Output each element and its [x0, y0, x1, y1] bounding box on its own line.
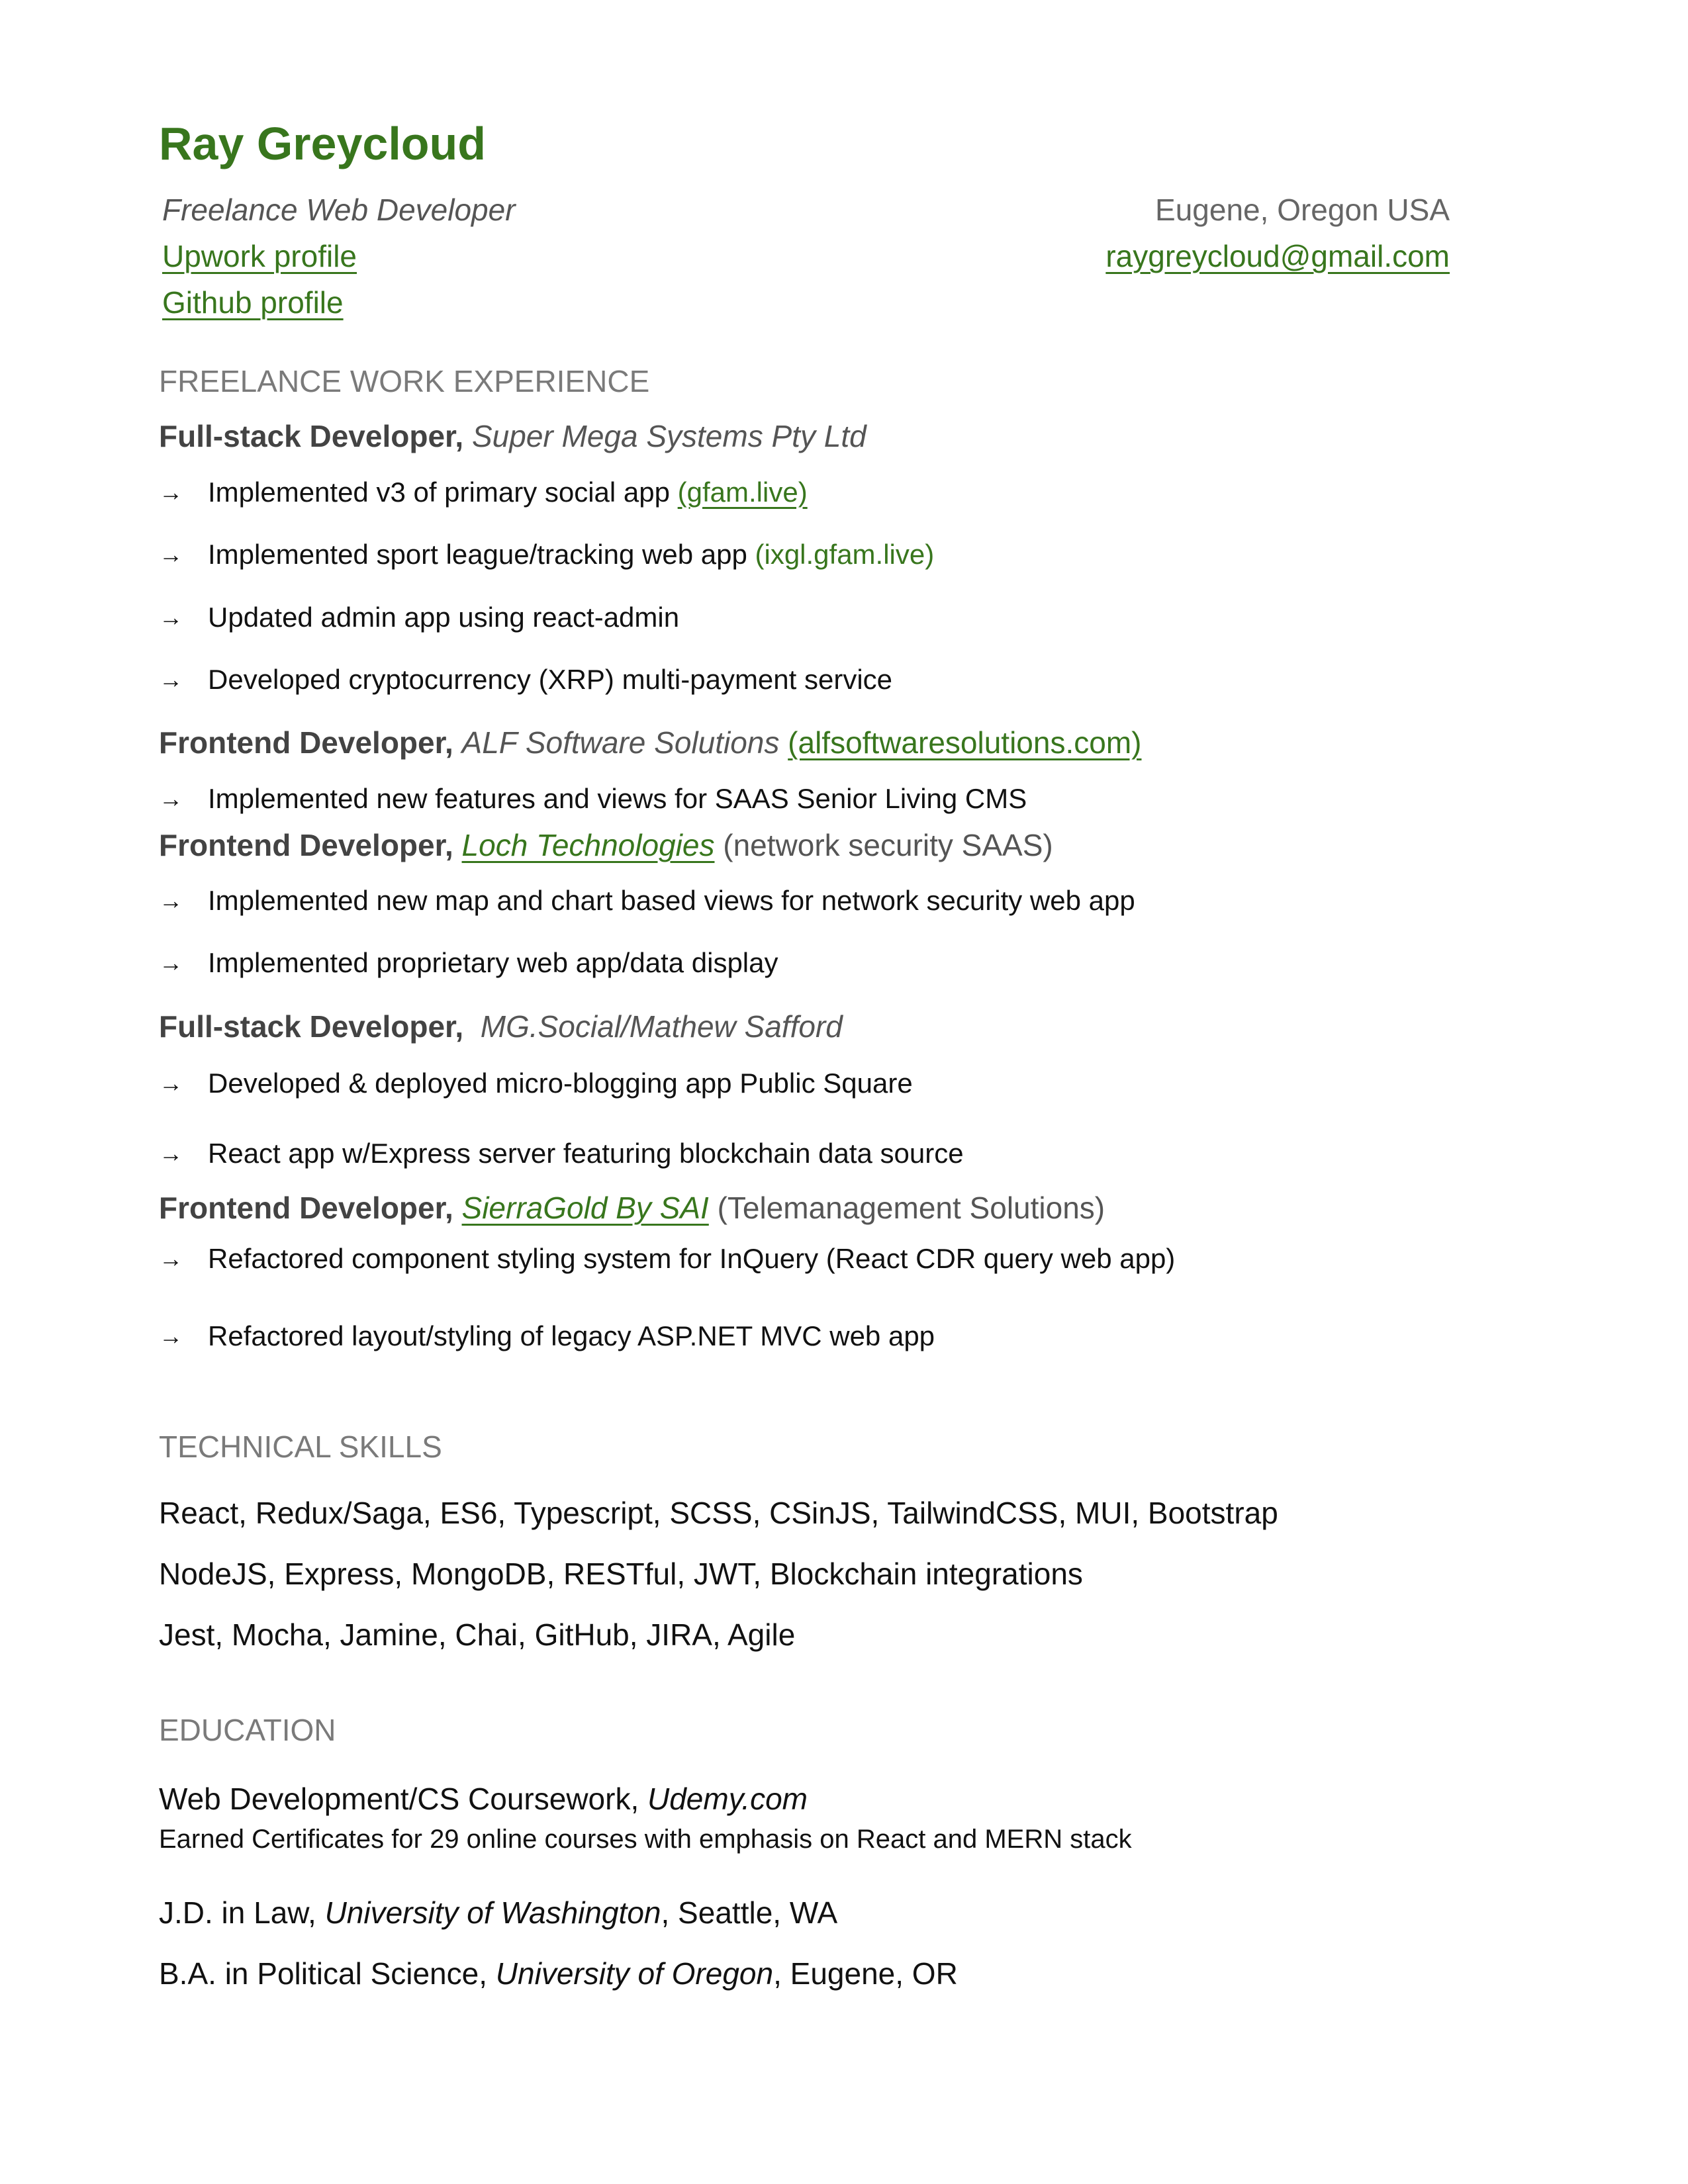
arrow-right-icon: →: [159, 1069, 183, 1097]
school-location: , Seattle, WA: [661, 1895, 838, 1930]
bullet-text: React app w/Express server featuring blockchain data source: [208, 1138, 964, 1169]
skills-line: NodeJS, Express, MongoDB, RESTful, JWT, Blockchain integrations: [159, 1557, 1083, 1591]
education-section-title: EDUCATION: [159, 1713, 336, 1747]
arrow-right-icon: →: [159, 887, 183, 914]
upwork-profile-link[interactable]: Upwork profile: [162, 239, 357, 273]
bullet-text: Implemented new features and views for SAAS Senior Living CMS: [208, 783, 1027, 814]
education-entry: [159, 1784, 808, 1814]
list-item: [159, 887, 1135, 915]
school-name: Udemy.com: [647, 1782, 808, 1816]
gfam-live-link[interactable]: (gfam.live): [677, 477, 808, 508]
education-entry: [159, 1897, 837, 1928]
company-note: (Telemanagement Solutions): [717, 1191, 1105, 1225]
bullet-text: Developed & deployed micro-blogging app Public Square: [208, 1068, 913, 1099]
job-role: Freelance Web Developer: [162, 193, 516, 227]
arrow-right-icon: →: [159, 1140, 183, 1167]
list-item: [159, 541, 934, 569]
job-title: Frontend Developer,: [159, 725, 453, 760]
bullet-text: Refactored layout/styling of legacy ASP.NET MVC web app: [208, 1320, 935, 1351]
degree-text: J.D. in Law,: [159, 1895, 325, 1930]
job-heading: [159, 1011, 843, 1042]
candidate-name: Ray Greycloud: [159, 118, 487, 169]
bullet-text: Implemented proprietary web app/data display: [208, 947, 778, 978]
bullet-text: Implemented sport league/tracking web app: [208, 539, 755, 570]
list-item: [159, 604, 679, 631]
list-item: [159, 666, 892, 694]
list-item: [159, 1245, 1175, 1273]
list-item: [159, 1140, 964, 1167]
degree-text: Web Development/CS Coursework,: [159, 1782, 647, 1816]
coursework-note: Earned Certificates for 29 online courses with emphasis on React and MERN stack: [159, 1825, 1132, 1854]
bullet-text: Implemented new map and chart based views for network security web app: [208, 885, 1135, 916]
sierragold-link[interactable]: SierraGold By SAI: [461, 1191, 709, 1225]
job-title: Frontend Developer,: [159, 828, 453, 862]
education-entry: [159, 1958, 958, 1989]
alf-website-link[interactable]: (alfsoftwaresolutions.com): [788, 725, 1142, 760]
list-item: [159, 478, 808, 506]
company-note: (network security SAAS): [723, 828, 1053, 862]
company-name: MG.Social/Mathew Safford: [480, 1009, 843, 1044]
job-heading: [159, 421, 867, 451]
job-title: Full-stack Developer,: [159, 419, 464, 453]
arrow-right-icon: →: [159, 666, 183, 693]
arrow-right-icon: →: [159, 604, 183, 631]
list-item: [159, 1069, 913, 1097]
bullet-text: Refactored component styling system for InQuery (React CDR query web app): [208, 1243, 1176, 1274]
job-title: Frontend Developer,: [159, 1191, 453, 1225]
header-right: [1105, 187, 1450, 279]
arrow-right-icon: →: [159, 478, 183, 506]
list-item: [159, 1322, 935, 1350]
bullet-text: Implemented v3 of primary social app: [208, 477, 678, 508]
skills-line: React, Redux/Saga, ES6, Typescript, SCSS, CSinJS, TailwindCSS, MUI, Bootstrap: [159, 1496, 1278, 1530]
skills-section-title: TECHNICAL SKILLS: [159, 1430, 442, 1464]
job-heading: [159, 1193, 1105, 1223]
skills-line: Jest, Mocha, Jamine, Chai, GitHub, JIRA, Agile: [159, 1617, 796, 1652]
bullet-text: Updated admin app using react-admin: [208, 602, 680, 633]
loch-technologies-link[interactable]: Loch Technologies: [461, 828, 715, 862]
arrow-right-icon: →: [159, 785, 183, 812]
arrow-right-icon: →: [159, 949, 183, 976]
location: Eugene, Oregon USA: [1155, 193, 1450, 227]
arrow-right-icon: →: [159, 1245, 183, 1272]
job-title: Full-stack Developer,: [159, 1009, 464, 1044]
experience-section-title: FREELANCE WORK EXPERIENCE: [159, 364, 650, 398]
school-name: University of Oregon: [495, 1956, 774, 1991]
degree-text: B.A. in Political Science,: [159, 1956, 496, 1991]
github-profile-link[interactable]: Github profile: [162, 285, 344, 320]
list-item: [159, 949, 778, 977]
school-location: , Eugene, OR: [773, 1956, 958, 1991]
school-name: University of Washington: [324, 1895, 661, 1930]
ixgl-link-text: (ixgl.gfam.live): [755, 539, 935, 570]
company-name: ALF Software Solutions: [461, 725, 780, 760]
arrow-right-icon: →: [159, 1322, 183, 1349]
email-link[interactable]: raygreycloud@gmail.com: [1105, 239, 1450, 273]
job-heading: [159, 830, 1053, 860]
header-left: [162, 187, 516, 326]
list-item: [159, 785, 1027, 813]
arrow-right-icon: →: [159, 541, 183, 568]
job-heading: [159, 727, 1141, 758]
bullet-text: Developed cryptocurrency (XRP) multi-payment service: [208, 664, 893, 695]
company-name: Super Mega Systems Pty Ltd: [471, 419, 867, 453]
